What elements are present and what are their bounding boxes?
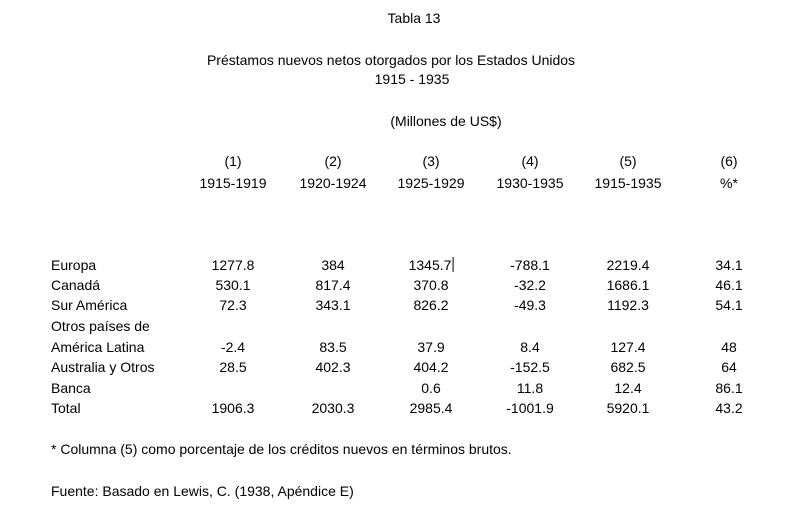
table-cell: 1686.1 <box>606 277 650 293</box>
row-label: Otros países de <box>51 318 150 334</box>
table-cell: 1192.3 <box>607 297 649 313</box>
table-cell: 530.1 <box>215 277 251 293</box>
table-cell: 46.1 <box>715 277 743 293</box>
row-label: Banca <box>51 380 91 396</box>
table-cell: 127.4 <box>610 339 646 355</box>
table-cell: 2985.4 <box>409 400 453 416</box>
table-period: 1915 - 1935 <box>374 71 450 87</box>
column-period: 1920-1924 <box>299 175 367 191</box>
table-cell: 37.9 <box>417 339 445 355</box>
column-period: %* <box>720 175 738 191</box>
text-cursor <box>452 257 453 272</box>
table-cell: 343.1 <box>315 297 351 313</box>
table-cell: 1906.3 <box>211 400 255 416</box>
source-note: Fuente: Basado en Lewis, C. (1938, Apéndice E) <box>51 483 354 499</box>
table-cell: -788.1 <box>510 257 550 273</box>
row-label: Canadá <box>51 277 101 293</box>
row-label: América Latina <box>51 339 145 355</box>
table-cell: 826.2 <box>413 297 449 313</box>
table-cell: 72.3 <box>219 297 247 313</box>
table-cell: -32.2 <box>514 277 546 293</box>
table-cell: 0.6 <box>421 380 441 396</box>
table-cell: -2.4 <box>220 339 246 355</box>
table-title: Préstamos nuevos netos otorgados por los Estados Unidos <box>206 52 576 68</box>
table-cell: 370.8 <box>413 277 449 293</box>
table-cell: 43.2 <box>715 400 743 416</box>
table-cell: 402.3 <box>315 359 351 375</box>
table-cell: -152.5 <box>510 359 550 375</box>
column-period: 1915-1935 <box>594 175 662 191</box>
table-cell: 48 <box>721 339 737 355</box>
column-number: (3) <box>422 153 440 169</box>
table-cell: 54.1 <box>715 297 743 313</box>
table-cell: 682.5 <box>610 359 646 375</box>
table-cell: 5920.1 <box>606 400 650 416</box>
table-cell: 86.1 <box>715 380 743 396</box>
column-number: (4) <box>521 153 539 169</box>
row-label: Europa <box>51 257 97 273</box>
table-cell: 28.5 <box>219 359 247 375</box>
table-cell: -1001.9 <box>506 400 554 416</box>
table-cell: 11.8 <box>516 380 544 396</box>
table-cell: 384 <box>321 257 345 273</box>
column-number: (2) <box>324 153 342 169</box>
row-label: Sur América <box>51 297 128 313</box>
column-number: (6) <box>720 153 738 169</box>
table-cell: 1345.7 <box>408 257 452 273</box>
table-cell: 1277.8 <box>211 257 255 273</box>
table-label: Tabla 13 <box>387 10 441 26</box>
footnote: * Columna (5) como porcentaje de los créditos nuevos en términos brutos. <box>51 441 512 457</box>
table-cell: 2219.4 <box>606 257 650 273</box>
table-cell: 34.1 <box>715 257 743 273</box>
table-cell: 817.4 <box>315 277 351 293</box>
table-cell: 64 <box>721 359 737 375</box>
column-period: 1930-1935 <box>496 175 564 191</box>
column-period: 1915-1919 <box>199 175 267 191</box>
table-cell: 2030.3 <box>311 400 355 416</box>
row-label: Australia y Otros <box>51 359 155 375</box>
table-cell: 83.5 <box>319 339 347 355</box>
column-period: 1925-1929 <box>397 175 465 191</box>
column-number: (1) <box>224 153 242 169</box>
table-cell: 12.4 <box>614 380 642 396</box>
table-cell: -49.3 <box>514 297 546 313</box>
table-units: (Millones de US$) <box>390 113 502 129</box>
table-cell: 404.2 <box>413 359 449 375</box>
column-number: (5) <box>619 153 637 169</box>
row-label: Total <box>51 400 81 416</box>
table-cell: 8.4 <box>520 339 540 355</box>
